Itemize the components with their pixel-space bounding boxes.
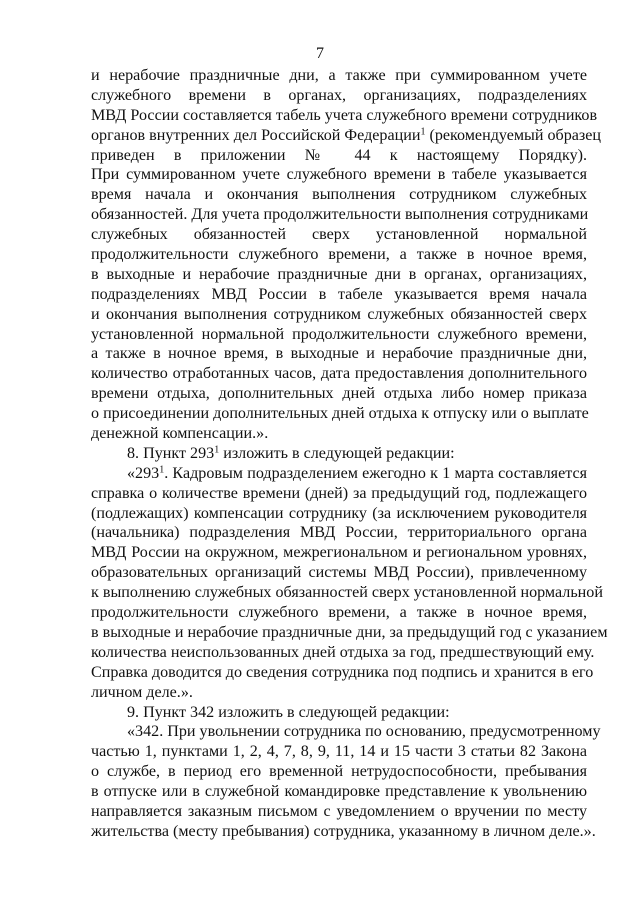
text-line-part: время начала и окончания выполнения сотрудником служебных xyxy=(91,186,587,204)
text-line-part: жительства (месту пребывания) сотрудника, указанному в личном деле.». xyxy=(91,822,596,840)
text-line-part: Справка доводится до сведения сотрудника под подпись и хранится в его xyxy=(91,663,594,681)
footnote-marker: 1 xyxy=(214,444,220,456)
text-line-part: времени отдыха, дополнительных дней отдыха либо номер приказа xyxy=(91,385,587,403)
text-line xyxy=(91,722,601,742)
text-line-part: органов внутренних дел Российской Федерации xyxy=(91,126,421,144)
text-line-part: в выходные и нерабочие праздничные дни, за предыдущий год с указанием xyxy=(91,623,608,641)
text-line-part: продолжительности служебного времени, а также в ночное время, xyxy=(91,246,587,264)
text-line-part: (начальника) подразделения МВД России, территориального органа xyxy=(91,524,587,542)
text-line-part: о присоединении дополнительных дней отдыха к отпуску или о выплате xyxy=(91,405,589,423)
text-line-part: (подлежащих) компенсации сотруднику (за исключением руководителя xyxy=(91,504,587,522)
document-body xyxy=(91,66,608,842)
text-line-part: При суммированном учете служебного времени в табеле указывается xyxy=(91,166,587,184)
text-line xyxy=(91,643,595,663)
text-line-part: а также в ночное время, в выходные и нерабочие праздничные дни, xyxy=(91,345,587,363)
text-line xyxy=(91,424,587,444)
text-line-part: образовательных организаций системы МВД России), привлеченному xyxy=(91,564,587,582)
text-line-part: направляется заказным письмом с уведомлением о вручении по месту xyxy=(91,802,587,820)
text-line xyxy=(91,623,608,643)
text-line-part: в выходные и нерабочие праздничные дни в органах, организациях, xyxy=(91,265,587,283)
text-line-part: денежной компенсации.». xyxy=(91,425,269,443)
text-line xyxy=(91,782,587,802)
text-line xyxy=(91,404,587,424)
text-line-part: служебных обязанностей сверх установленной нормальной xyxy=(91,226,587,244)
text-line xyxy=(91,364,587,384)
text-line xyxy=(91,344,587,364)
text-line xyxy=(91,86,587,106)
text-line xyxy=(91,742,587,762)
text-line xyxy=(91,305,587,325)
text-line-part: МВД России на окружном, межрегиональном и региональном уровнях, xyxy=(91,544,587,562)
text-line xyxy=(91,66,587,86)
text-line xyxy=(91,802,587,822)
text-line xyxy=(91,384,587,404)
text-line-part: в отпуске или в служебной командировке представление к увольнению xyxy=(91,783,587,801)
text-line-part: установленной нормальной продолжительности служебного времени, xyxy=(91,325,587,343)
text-line xyxy=(91,583,603,603)
text-line-part: «293 xyxy=(127,464,160,482)
text-line-part: и окончания выполнения сотрудником служебных обязанностей сверх xyxy=(91,305,587,323)
text-line xyxy=(91,543,587,563)
text-line xyxy=(91,126,602,146)
text-line-part: 8. Пункт 293 xyxy=(127,444,215,462)
text-line-part: количество отработанных часов, дата предоставления дополнительного xyxy=(91,365,587,383)
text-line-part: (рекомендуемый образец xyxy=(425,126,602,144)
text-line xyxy=(91,603,587,623)
text-line xyxy=(91,762,587,782)
text-line xyxy=(91,106,598,126)
text-line xyxy=(91,225,587,245)
text-line-part: личном деле.». xyxy=(91,683,193,701)
text-line xyxy=(91,663,594,683)
text-line-part: приведен в приложении № 44 к настоящему Порядку). xyxy=(91,146,587,164)
text-line xyxy=(91,146,587,166)
text-line-part: о службе, в период его временной нетрудоспособности, пребывания xyxy=(91,763,587,781)
text-line xyxy=(91,464,587,484)
text-line-part: количества неиспользованных дней отдыха за год, предшествующий ему. xyxy=(91,643,595,661)
text-line-part: и нерабочие праздничные дни, а также при суммированном учете xyxy=(91,67,587,84)
text-line-part: продолжительности служебного времени, а также в ночное время, xyxy=(91,604,587,622)
text-line-part: частью 1, пунктами 1, 2, 4, 7, 8, 9, 11, 14 и 15 части 3 статьи 82 Закона xyxy=(91,743,587,761)
text-line xyxy=(91,703,587,723)
text-line-part: подразделениях МВД России в табеле указывается время начала xyxy=(91,285,587,303)
text-line xyxy=(91,185,587,205)
text-line xyxy=(91,683,587,703)
text-line-part: обязанностей. Для учета продолжительности выполнения сотрудниками xyxy=(91,206,589,224)
text-line xyxy=(91,523,587,543)
page-number: 7 xyxy=(316,45,324,62)
text-line xyxy=(91,245,587,265)
text-line xyxy=(91,265,587,285)
text-line xyxy=(91,325,587,345)
text-line-part: служебного времени в органах, организациях, подразделениях xyxy=(91,86,587,104)
text-line-part: 9. Пункт 342 изложить в следующей редакции: xyxy=(127,703,450,721)
footnote-marker: 1 xyxy=(159,464,165,476)
text-line-part: к выполнению служебных обязанностей сверх установленной нормальной xyxy=(91,584,603,602)
text-line xyxy=(91,165,587,185)
text-line-part: изложить в следующей редакции: xyxy=(219,444,455,462)
text-line xyxy=(91,285,587,305)
text-line-part: «342. При увольнении сотрудника по основанию, предусмотренному xyxy=(127,723,601,741)
text-line-part: . Кадровым подразделением ежегодно к 1 марта составляется xyxy=(164,464,587,482)
text-line xyxy=(91,444,587,464)
footnote-marker: 1 xyxy=(420,126,426,138)
text-line xyxy=(91,205,587,225)
text-line xyxy=(91,563,587,583)
text-line-part: справка о количестве времени (дней) за предыдущий год, подлежащего xyxy=(91,484,587,502)
text-line xyxy=(91,822,596,842)
text-line xyxy=(91,504,587,524)
text-line xyxy=(91,484,587,504)
text-line-part: МВД России составляется табель учета служебного времени сотрудников xyxy=(91,106,598,124)
